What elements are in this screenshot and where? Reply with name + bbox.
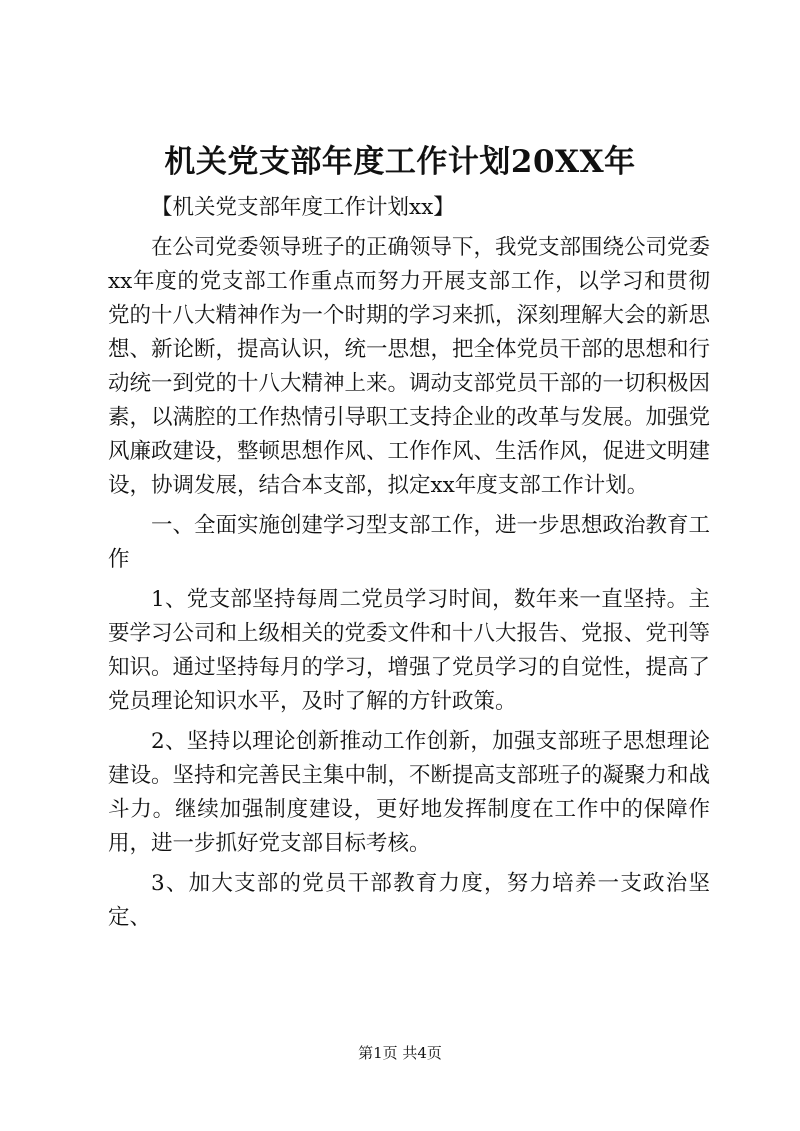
- paragraph-intro: 在公司党委领导班子的正确领导下，我党支部围绕公司党委xx年度的党支部工作重点而努力开展支部工作，以学习和贯彻党的十八大精神作为一个时期的学习来抓，深刻理解大会的新思想、新论断，提高认识，统一思想，把全体党员干部的思想和行动统一到党的十八大精神上来。调动支部党员干部的一切积极因素，以满腔的工作热情引导职工支持企业的改革与发展。加强党风廉政建设，整顿思想作风、工作作风、生活作风，促进文明建设，协调发展，结合本支部，拟定xx年度支部工作计划。: [108, 235, 711, 498]
- paragraph-item-2: 2、坚持以理论创新推动工作创新，加强支部班子思想理论建设。坚持和完善民主集中制，不断提高支部班子的凝聚力和战斗力。继续加强制度建设，更好地发挥制度在工作中的保障作用，进一步抓好党支部目标考核。: [108, 729, 711, 856]
- page-number-footer: 第1页 共4页: [358, 1044, 442, 1062]
- document-title: 机关党支部年度工作计划20XX年: [164, 144, 636, 180]
- section-heading-1: 一、全面实施创建学习型支部工作，进一步思想政治教育工作: [108, 513, 711, 572]
- paragraph-subtitle: 【机关党支部年度工作计划xx】: [151, 195, 455, 220]
- paragraph-item-1: 1、党支部坚持每周二党员学习时间，数年来一直坚持。主要学习公司和上级相关的党委文件和十八大报告、党报、党刊等知识。通过坚持每月的学习，增强了党员学习的自觉性，提高了党员理论知识水平，及时了解的方针政策。: [108, 587, 711, 714]
- document-body: [108, 191, 710, 941]
- paragraph-item-3: 3、加大支部的党员干部教育力度，努力培养一支政治坚定、: [108, 871, 710, 930]
